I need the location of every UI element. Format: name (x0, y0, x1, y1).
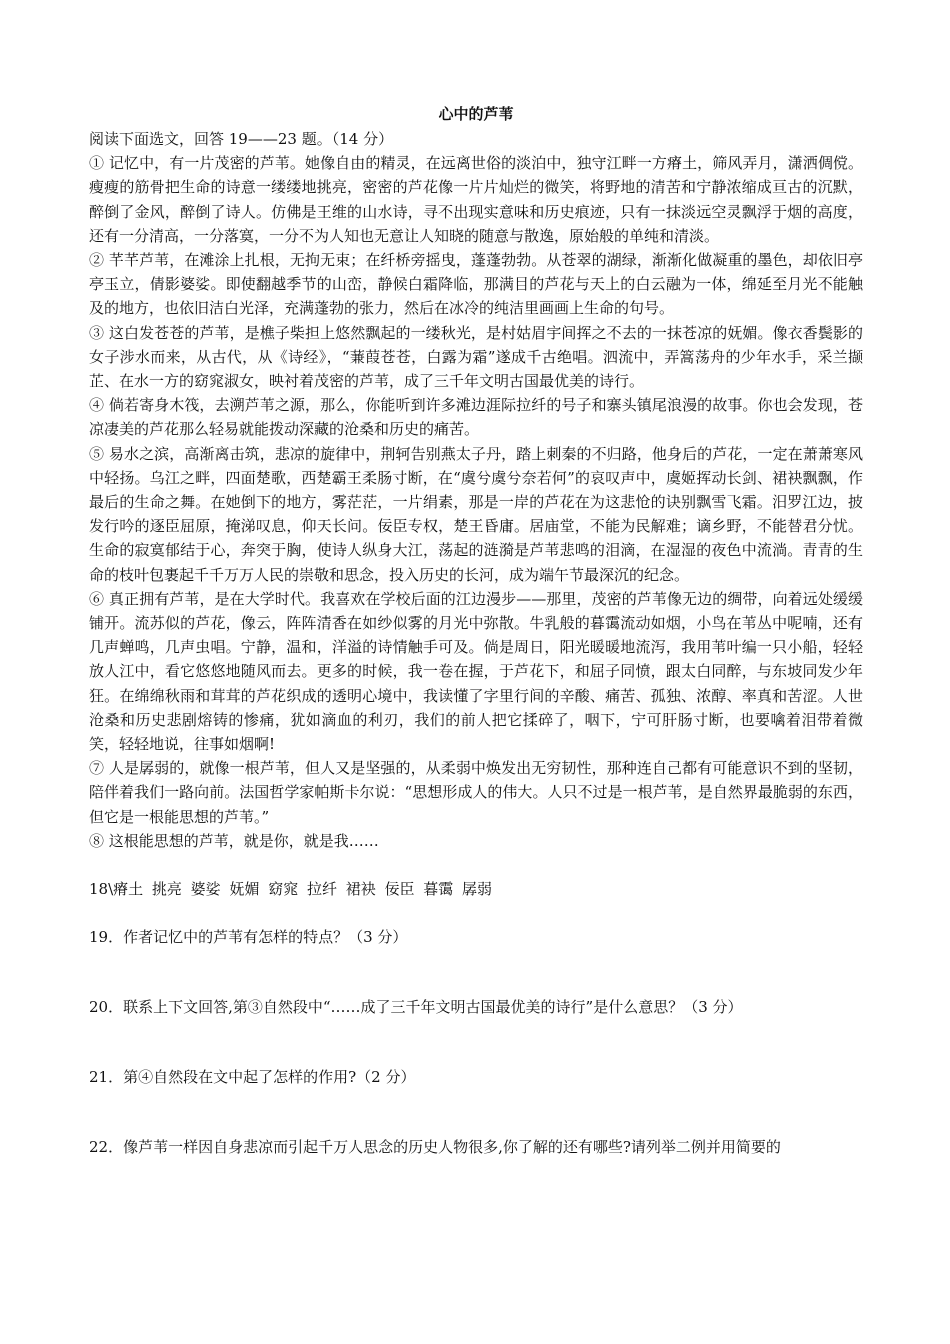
question-22: 22．像芦苇一样因自身悲凉而引起千万人思念的历史人物很多,你了解的还有哪些?请列举二例并用简要的 (89, 1138, 781, 1157)
paragraph-4: ④ 倘若寄身木筏，去溯芦苇之源，那么，你能听到许多滩边涯际拉纤的号子和寨头镇尾浪漫的故事。你也会发现，苍凉凄美的芦花那么轻易就能拨动深藏的沧桑和历史的痛苦。 (89, 396, 863, 439)
paragraph-7: ⑦ 人是孱弱的，就像一根芦苇，但人又是坚强的，从柔弱中焕发出无穷韧性，那种连自己都有可能意识不到的坚韧，陪伴着我们一路向前。法国哲学家帕斯卡尔说：“思想形成人的伟大。人只不过是一根芦苇，是自然界最脆弱的东西，但它是一根能思想的芦苇。” (89, 759, 863, 826)
paragraph-3: ③ 这白发苍苍的芦苇，是樵子柴担上悠然飘起的一缕秋光，是村姑眉宇间挥之不去的一抹苍凉的妩媚。像衣香鬓影的女子涉水而来，从古代，从《诗经》，“蒹葭苍苍，白露为霜”遂成千古绝唱。泗流中，弄篙荡舟的少年水手，采兰撷芷、在水一方的窈窕淑女，映衬着茂密的芦苇，成了三千年文明古国最优美的诗行。 (89, 323, 863, 391)
paragraph-6: ⑥ 真正拥有芦苇，是在大学时代。我喜欢在学校后面的江边漫步——那里，茂密的芦苇像无边的绸带，向着远处缓缓铺开。流苏似的芦花，像云，阵阵清香在如纱似雾的月光中弥散。牛乳般的暮霭流动如烟，小鸟在苇丛中呢喃，还有几声蝉鸣，几声虫唱。宁静，温和，洋溢的诗情触手可及。倘是周日，阳光暖暖地流泻，我用苇叶编一只小船，轻轻放人江中，看它悠悠地随风而去。更多的时候，我一卷在握，于芦花下，和屈子同愤，跟太白同醉，与东坡同发少年狂。在绵绵秋雨和茸茸的芦花织成的透明心境中，我读懂了字里行间的辛酸、痛苦、孤独、浓醇、率真和苦涩。人世沧桑和历史悲剧熔铸的惨痛，犹如滴血的利刃，我们的前人把它揉碎了，咽下，宁可肝肠寸断，也要噙着泪带着微笑，轻轻地说，往事如烟啊! (89, 589, 863, 754)
reading-instructions: 阅读下面选文，回答 19——23 题。（14 分） (89, 130, 394, 148)
document-page (89, 103, 863, 1159)
paragraph-1: ① 记忆中，有一片茂密的芦苇。她像自由的精灵，在远离世俗的淡泊中，独守江畔一方瘠土，筛风弄月，潇洒倜傥。瘦瘦的筋骨把生命的诗意一缕缕地挑亮，密密的芦花像一片片灿烂的微笑，将野地的清苦和宁静浓缩成亘古的沉默，醉倒了金风，醉倒了诗人。仿佛是王维的山水诗，寻不出现实意味和历史痕迹，只有一抹淡远空灵飘浮于烟的高度，还有一分清高，一分落寞，一分不为人知也无意让人知晓的随意与散逸，原始般的单纯和清淡。 (89, 154, 863, 245)
paragraph-8: ⑧ 这根能思想的芦苇，就是你，就是我…… (89, 831, 379, 850)
question-20: 20．联系上下文回答,第③自然段中“……成了三千年文明古国最优美的诗行”是什么意思？（3 分） (89, 998, 743, 1017)
paragraph-2: ② 芊芊芦苇，在滩涂上扎根，无拘无束；在纤桥旁摇曳，蓬蓬勃勃。从苍翠的湖绿，渐渐化做凝重的墨色，却依旧亭亭玉立，倩影婆娑。即使翻越季节的山峦，静候白霜降临，那满目的芦花与天上的白云融为一体，绵延至月光不能触及的地方，也依旧洁白光泽，充满蓬勃的张力，然后在冰冷的纯洁里画画上生命的句号。 (89, 251, 863, 318)
vocabulary-line: 18\瘠土 挑亮 婆娑 妩媚 窈窕 拉纤 裙袂 佞臣 暮霭 孱弱 (89, 880, 493, 899)
paragraph-5: ⑤ 易水之滨，高渐离击筑，悲凉的旋律中，荆轲告别燕太子丹，踏上刺秦的不归路，他身后的芦花，一定在萧萧寒风中轻扬。乌江之畔，四面楚歌，西楚霸王柔肠寸断，在“虞兮虞兮奈若何”的哀叹声中，虞姬挥动长剑、裙袂飘飘，作最后的生命之舞。在她倒下的地方，雾茫茫，一片绢素，那是一岸的芦花在为这悲怆的诀别飘雪飞霜。汨罗江边，披发行吟的逐臣屈原，掩涕叹息，仰天长问。佞臣专权，楚王昏庸。居庙堂，不能为民解难；谪乡野，不能替君分忧。生命的寂寞郁结于心，奔突于胸，使诗人纵身大江，荡起的涟漪是芦苇悲鸣的泪滴，在湿湿的夜色中流淌。青青的生命的枝叶包裹起千千万万人民的崇敬和思念，投入历史的长河，成为端午节最深沉的纪念。 (89, 444, 863, 584)
article-title: 心中的芦苇 (438, 105, 514, 123)
question-19: 19．作者记忆中的芦苇有怎样的特点？（3 分） (89, 928, 408, 947)
question-21: 21．第④自然段在文中起了怎样的作用?（2 分） (89, 1068, 416, 1087)
